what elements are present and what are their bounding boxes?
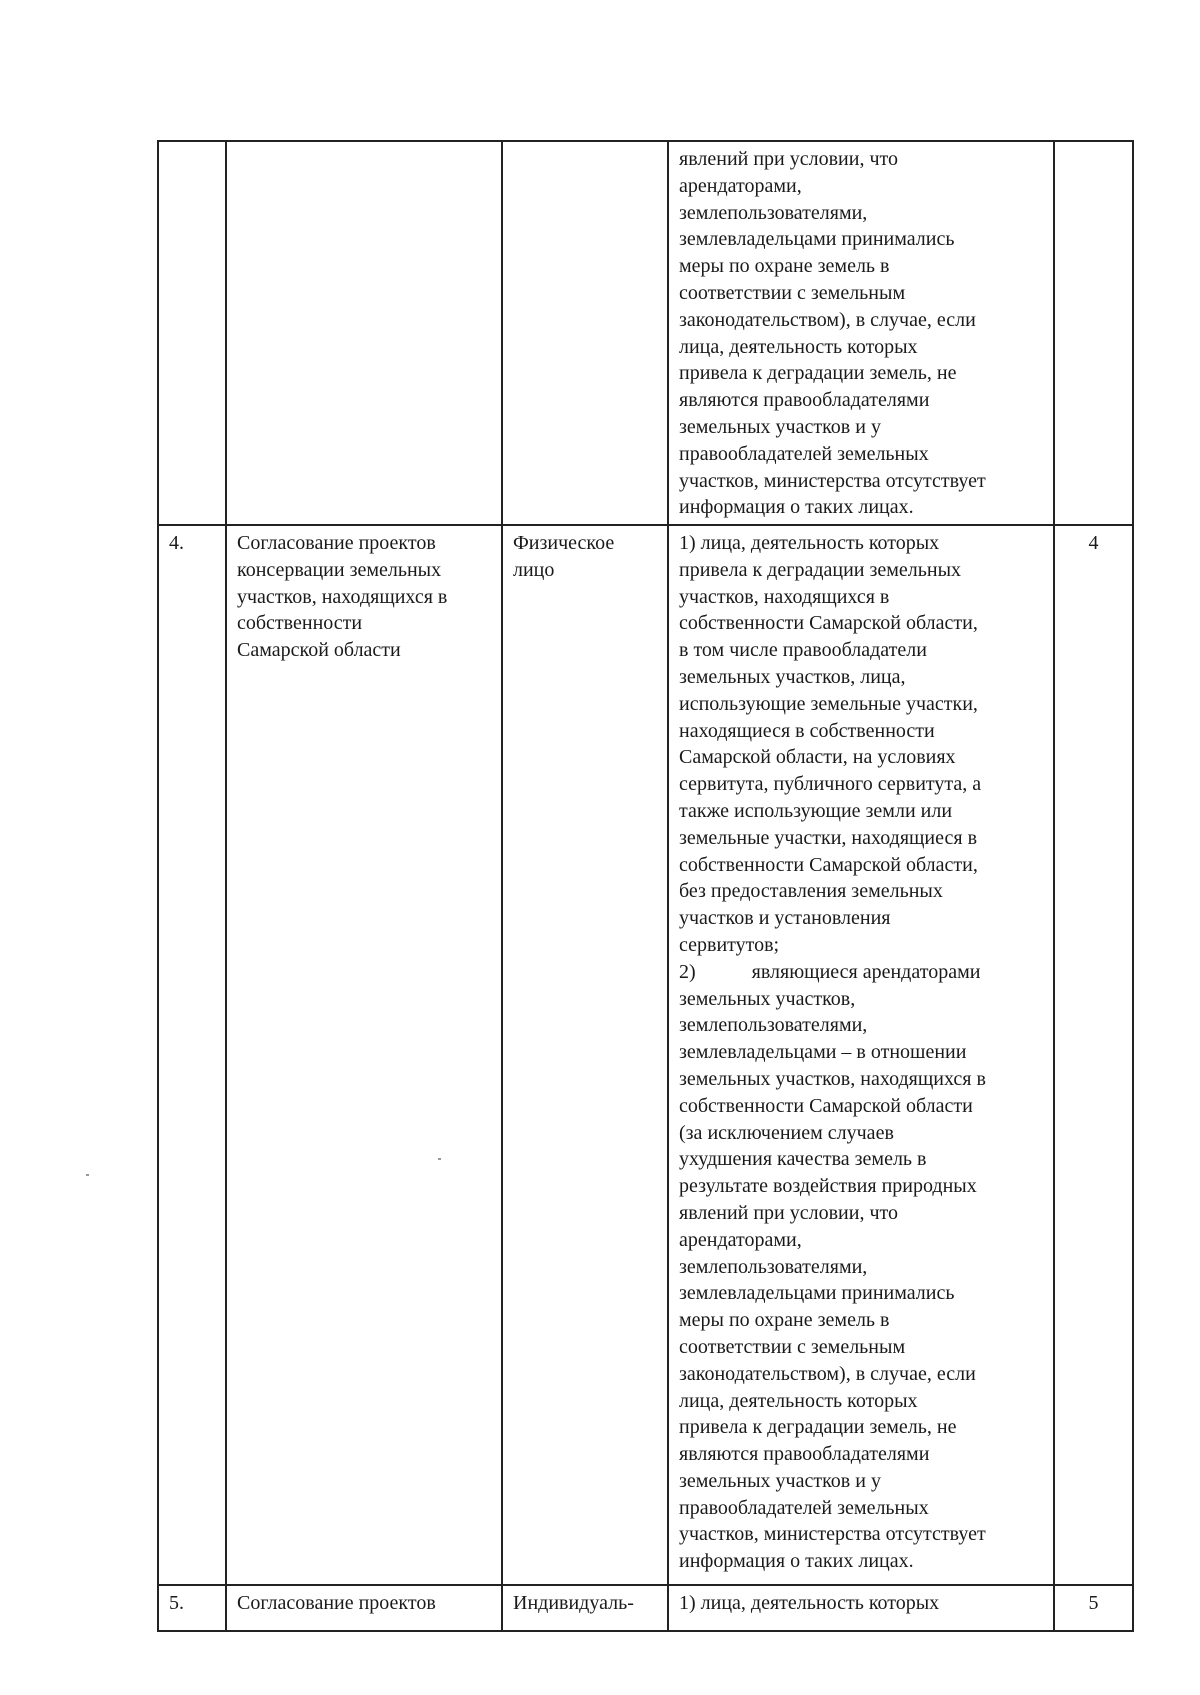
applicant-cell [502, 525, 668, 1585]
scan-speck [86, 1174, 89, 1176]
conditions-line: ухудшения качества земель в [679, 1148, 927, 1171]
service-name-line: консервации земельных [237, 558, 442, 581]
table-row-4 [158, 525, 1133, 1585]
conditions-line: законодательством), в случае, если [679, 1362, 976, 1385]
conditions-line: также использующие земли или [679, 799, 953, 822]
list-text: являющиеся арендаторами [751, 960, 981, 983]
conditions-line: земельных участков, находящихся в [679, 1067, 986, 1090]
conditions-line: участков, находящихся в [679, 585, 890, 608]
conditions-line: Самарской области, на условиях [679, 746, 956, 769]
service-name-line: Согласование проектов [237, 532, 436, 554]
table-row-5 [158, 1585, 1133, 1631]
conditions-line: информация о таких лицах. [679, 496, 914, 519]
conditions-line: земельных участков и у [679, 415, 881, 438]
service-name-cell [226, 1585, 502, 1631]
applicant-cell [502, 1585, 668, 1631]
applicant-line: Физическое [513, 532, 615, 554]
conditions-line: соответствии с земельным [679, 281, 906, 304]
conditions-line: землевладельцами принимались [679, 228, 955, 251]
conditions-line: лица, деятельность которых [679, 1389, 918, 1412]
conditions-line: являются правообладателями [679, 1443, 930, 1466]
row-number-cell: 4. [158, 525, 226, 1585]
code-cell: 5 [1054, 1585, 1133, 1631]
conditions-line: участков и установления [679, 907, 891, 930]
conditions-line: законодательством), в случае, если [679, 308, 976, 331]
service-name-line: Самарской области [237, 639, 401, 662]
conditions-line: арендаторами, [679, 174, 802, 197]
conditions-line: (за исключением случаев [679, 1121, 894, 1144]
conditions-line: явлений при условии, что [679, 148, 898, 170]
conditions-line: правообладателей земельных [679, 442, 929, 465]
conditions-line: явлений при условии, что [679, 1201, 898, 1224]
list-marker: 2) [679, 960, 696, 983]
conditions-line: собственности Самарской области, [679, 612, 978, 635]
conditions-line: использующие земельные участки, [679, 692, 978, 715]
conditions-line: земельных участков, [679, 987, 856, 1010]
conditions-line: собственности Самарской области, [679, 853, 978, 876]
conditions-line: меры по охране земель в [679, 1309, 890, 1332]
service-name-line: Согласование проектов [237, 1592, 436, 1614]
conditions-line: сервитутов; [679, 933, 780, 956]
conditions-line: землевладельцами – в отношении [679, 1041, 967, 1064]
conditions-line: земельных участков, лица, [679, 665, 906, 688]
services-table [157, 140, 1134, 1632]
scan-speck [438, 1158, 441, 1160]
service-name-line: собственности [237, 612, 363, 635]
row-number-cell [158, 141, 226, 525]
conditions-line: привела к деградации земель, не [679, 362, 957, 385]
applicant-line: лицо [513, 558, 555, 581]
conditions-line: информация о таких лицах. [679, 1550, 914, 1573]
conditions-line: соответствии с земельным [679, 1335, 906, 1358]
conditions-cell [668, 1585, 1054, 1631]
conditions-line: участков, министерства отсутствует [679, 469, 986, 492]
conditions-line: в том числе правообладатели [679, 639, 927, 662]
service-name-cell [226, 141, 502, 525]
conditions-line: землепользователями, [679, 1255, 868, 1278]
conditions-line: земельные участки, находящиеся в [679, 826, 978, 849]
conditions-line: землевладельцами принимались [679, 1282, 955, 1305]
conditions-line: 1) лица, деятельность которых [679, 532, 940, 554]
service-name-cell [226, 525, 502, 1585]
service-name-line: участков, находящихся в [237, 585, 448, 608]
conditions-line: земельных участков и у [679, 1469, 881, 1492]
conditions-line: участков, министерства отсутствует [679, 1523, 986, 1546]
conditions-cell [668, 141, 1054, 525]
applicant-cell [502, 141, 668, 525]
conditions-line: привела к деградации земельных [679, 558, 962, 581]
applicant-line: Индивидуаль- [513, 1592, 634, 1614]
conditions-line: лица, деятельность которых [679, 335, 918, 358]
row-number-cell: 5. [158, 1585, 226, 1631]
conditions-line: находящиеся в собственности [679, 719, 935, 742]
code-cell [1054, 141, 1133, 525]
conditions-line: 1) лица, деятельность которых [679, 1592, 940, 1614]
conditions-line: без предоставления земельных [679, 880, 943, 903]
table-row-continuation [158, 141, 1133, 525]
conditions-line: землепользователями, [679, 1014, 868, 1037]
conditions-line: меры по охране земель в [679, 255, 890, 278]
conditions-line-numbered [679, 959, 1043, 986]
conditions-cell [668, 525, 1054, 1585]
conditions-line: землепользователями, [679, 201, 868, 224]
conditions-line: собственности Самарской области [679, 1094, 973, 1117]
conditions-line: являются правообладателями [679, 389, 930, 412]
conditions-line: правообладателей земельных [679, 1496, 929, 1519]
conditions-line: привела к деградации земель, не [679, 1416, 957, 1439]
conditions-line: арендаторами, [679, 1228, 802, 1251]
code-cell: 4 [1054, 525, 1133, 1585]
conditions-line: сервитута, публичного сервитута, а [679, 773, 982, 796]
conditions-line: результате воздействия природных [679, 1175, 977, 1198]
